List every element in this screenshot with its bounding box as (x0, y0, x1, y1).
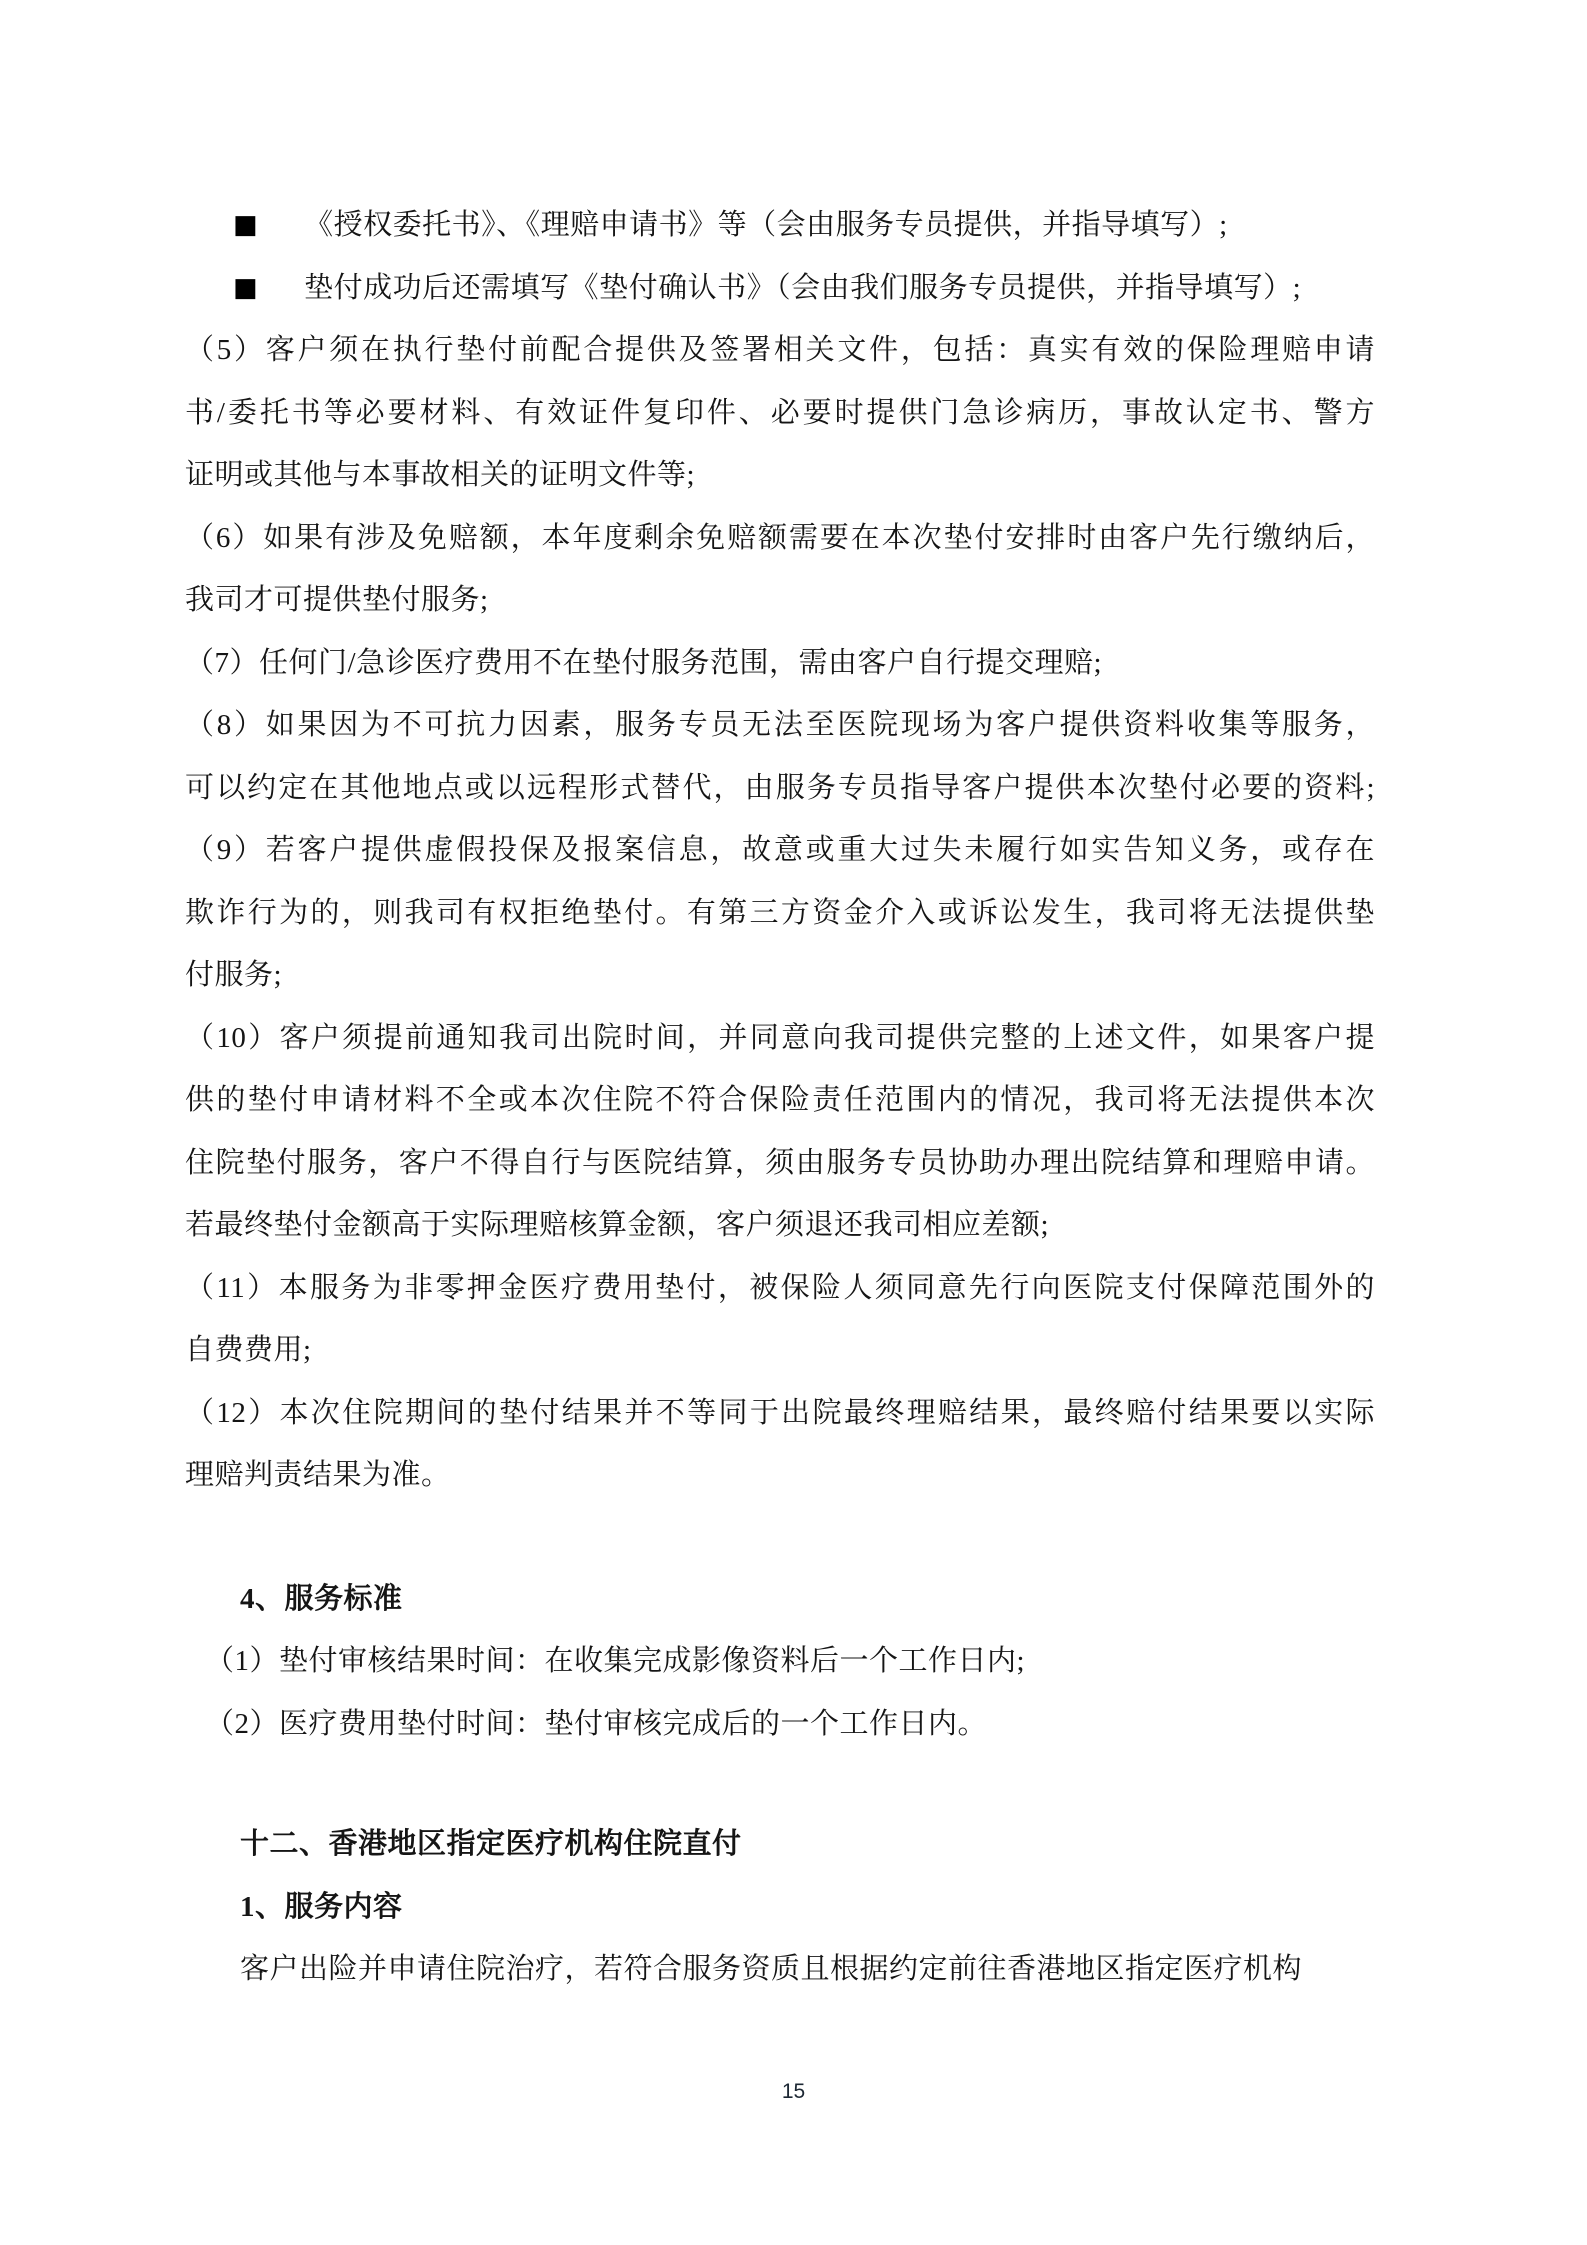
bullet-square-icon: ■ (233, 210, 259, 240)
vertical-spacer (185, 1755, 1375, 1813)
text-line: 付服务; (185, 959, 283, 991)
text-line: 供的垫付申请材料不全或本次住院不符合保险责任范围内的情况，我司将无法提供本次 (185, 1084, 1375, 1116)
page-footer (0, 2080, 1587, 2104)
text-line: （6）如果有涉及免赔额，本年度剩余免赔额需要在本次垫付安排时由客户先行缴纳后， (185, 521, 1375, 554)
text-line: （5）客户须在执行垫付前配合提供及签署相关文件，包括：真实有效的保险理赔申请 (185, 334, 1375, 366)
text-line: 理赔判责结果为准。 (185, 1459, 451, 1491)
text-line: 可以约定在其他地点或以远程形式替代，由服务专员指导客户提供本次垫付必要的资料; (185, 771, 1375, 804)
text-line: （9）若客户提供虚假投保及报案信息，故意或重大过失未履行如实告知义务，或存在 (185, 834, 1375, 866)
text-line: （2）医疗费用垫付时间：垫付审核完成后的一个工作日内。 (205, 1707, 988, 1740)
bullet-text: 垫付成功后还需填写《垫付确认书》（会由我们服务专员提供，并指导填写）; (304, 271, 1302, 304)
vertical-spacer (185, 1507, 1375, 1568)
text-line: （8）如果因为不可抗力因素，服务专员无法至医院现场为客户提供资料收集等服务， (185, 709, 1375, 741)
text-line: 欺诈行为的，则我司有权拒绝垫付。有第三方资金介入或诉讼发生，我司将无法提供垫 (185, 896, 1375, 929)
text-line: （7）任何门/急诊医疗费用不在垫付服务范围，需由客户自行提交理赔; (185, 646, 1103, 679)
section-heading: 十二、香港地区指定医疗机构住院直付 (240, 1828, 742, 1860)
text-line: 自费费用; (185, 1334, 312, 1366)
text-line: （11）本服务为非零押金医疗费用垫付，被保险人须同意先行向医院支付保障范围外的 (185, 1271, 1375, 1304)
text-line: 若最终垫付金额高于实际理赔核算金额，客户须退还我司相应差额; (185, 1209, 1050, 1241)
document-content (185, 194, 1375, 2001)
text-line: （12）本次住院期间的垫付结果并不等同于出院最终理赔结果，最终赔付结果要以实际 (185, 1396, 1375, 1429)
bullet-item (185, 257, 1375, 320)
text-line: 住院垫付服务，客户不得自行与医院结算，须由服务专员协助办理出院结算和理赔申请。 (185, 1146, 1375, 1179)
section-heading: 4、服务标准 (240, 1582, 403, 1615)
text-line: 书/委托书等必要材料、有效证件复印件、必要时提供门急诊病历，事故认定书、警方 (185, 396, 1375, 429)
bullet-square-icon: ■ (233, 272, 259, 303)
section-heading: 1、服务内容 (240, 1890, 403, 1923)
bullet-item (185, 194, 1375, 257)
bullet-text: 《授权委托书》、《理赔申请书》等（会由服务专员提供，并指导填写）; (304, 209, 1228, 241)
page-number: 15 (781, 2080, 806, 2103)
text-line: （10）客户须提前通知我司出院时间，并同意向我司提供完整的上述文件，如果客户提 (185, 1021, 1375, 1054)
text-line: 我司才可提供垫付服务; (185, 584, 489, 616)
text-line: 客户出险并申请住院治疗，若符合服务资质且根据约定前往香港地区指定医疗机构 (240, 1953, 1303, 1985)
text-line: 证明或其他与本事故相关的证明文件等; (185, 459, 696, 491)
text-line: （1）垫付审核结果时间：在收集完成影像资料后一个工作日内; (205, 1645, 1026, 1677)
